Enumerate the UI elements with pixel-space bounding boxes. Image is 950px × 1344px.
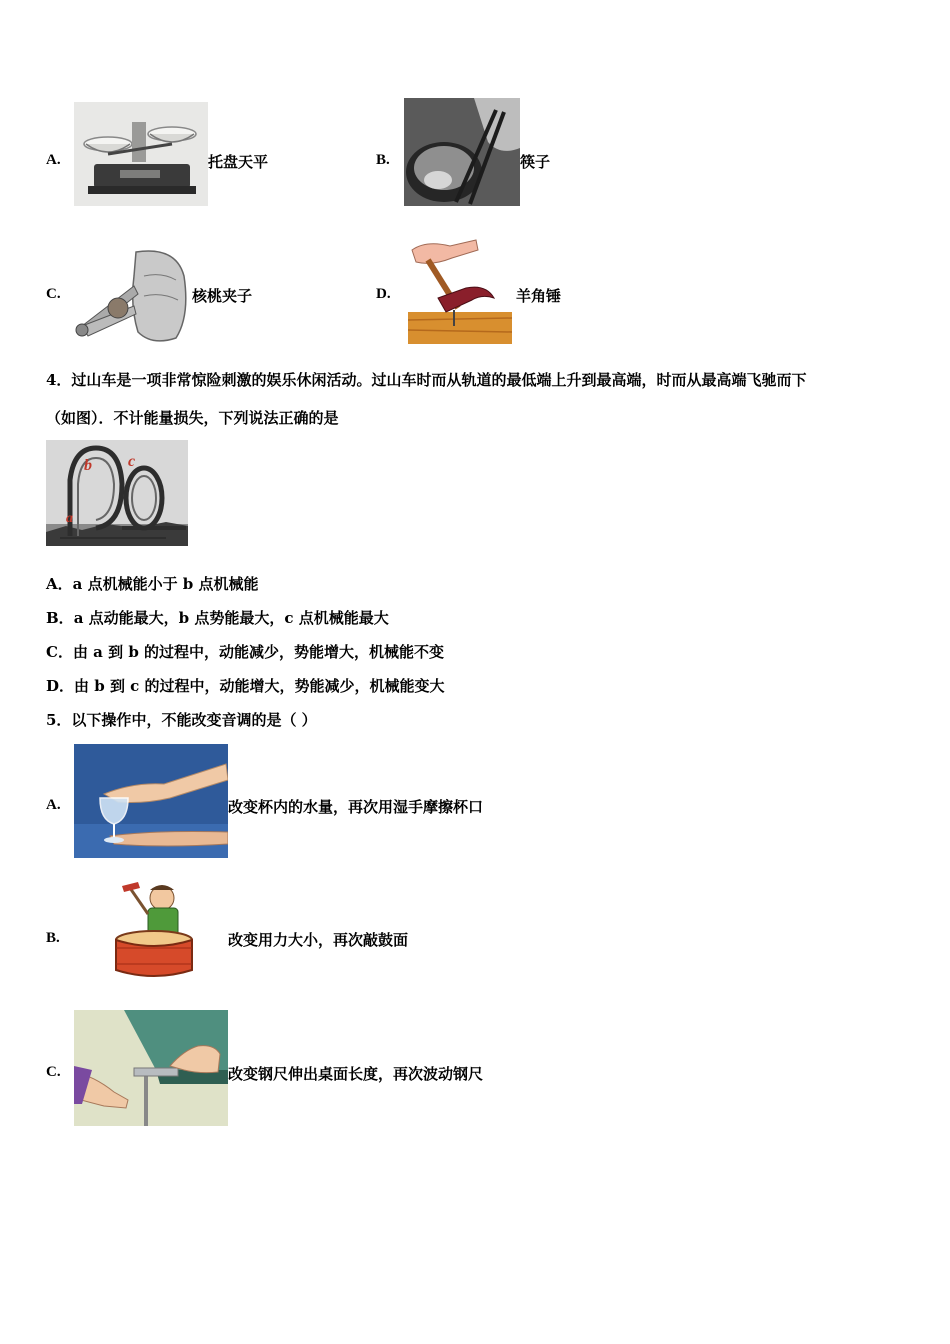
- option-text: 改变钢尺伸出桌面长度，再次波动钢尺: [228, 1065, 484, 1083]
- figure-label-a: a: [66, 511, 73, 526]
- balance-scale-image: [74, 102, 208, 206]
- q4-stem-line-1: 4．过山车是一项非常惊险刺激的娱乐休闲活动。过山车时而从轨道的最低端上升到最高端，时而从最高端飞驰而下: [46, 371, 807, 389]
- option-label: 羊角锤: [516, 287, 562, 305]
- option-letter: A.: [46, 797, 61, 813]
- q4-stem-line-2: （如图）．不计能量损失，下列说法正确的是: [46, 409, 339, 427]
- option-text: 改变杯内的水量，再次用湿手摩擦杯口: [228, 798, 484, 816]
- option-text: a 点机械能小于 b 点机械能: [72, 575, 259, 593]
- option-label: 筷子: [520, 153, 551, 171]
- option-label: 核桃夹子: [192, 287, 253, 305]
- steel-ruler-image: [74, 1010, 228, 1126]
- wine-glass-image: [74, 744, 228, 858]
- q4-option-b[interactable]: [46, 608, 389, 628]
- q5-stem: 5．以下操作中，不能改变音调的是（ ）: [46, 711, 317, 729]
- option-letter: C.: [46, 1064, 61, 1080]
- option-letter: A.: [46, 152, 61, 168]
- q4-option-a[interactable]: [46, 574, 259, 594]
- option-letter: C．: [46, 643, 73, 661]
- option-letter: B.: [46, 930, 60, 946]
- claw-hammer-image: [406, 236, 514, 346]
- option-label: 托盘天平: [208, 153, 269, 171]
- q4-option-d[interactable]: [46, 676, 445, 696]
- option-text: 由 a 到 b 的过程中，动能减少，势能增大，机械能不变: [72, 643, 445, 661]
- figure-label-c: c: [128, 453, 136, 470]
- option-letter: C.: [46, 286, 61, 302]
- option-text: 由 b 到 c 的过程中，动能增大，势能减少，机械能变大: [74, 677, 445, 695]
- option-text: a 点动能最大，b 点势能最大，c 点机械能最大: [73, 609, 389, 627]
- option-letter: D.: [376, 286, 391, 302]
- drum-image: [108, 878, 204, 984]
- option-letter: B．: [46, 609, 74, 627]
- option-letter: A．: [46, 575, 73, 593]
- option-letter: D．: [46, 677, 75, 695]
- chopsticks-image: [404, 98, 520, 206]
- nutcracker-image: [72, 246, 190, 346]
- option-letter: B.: [376, 152, 390, 168]
- roller-coaster-image: [46, 440, 188, 546]
- figure-label-b: b: [84, 457, 92, 474]
- q4-option-c[interactable]: [46, 642, 444, 662]
- option-text: 改变用力大小，再次敲鼓面: [228, 931, 409, 949]
